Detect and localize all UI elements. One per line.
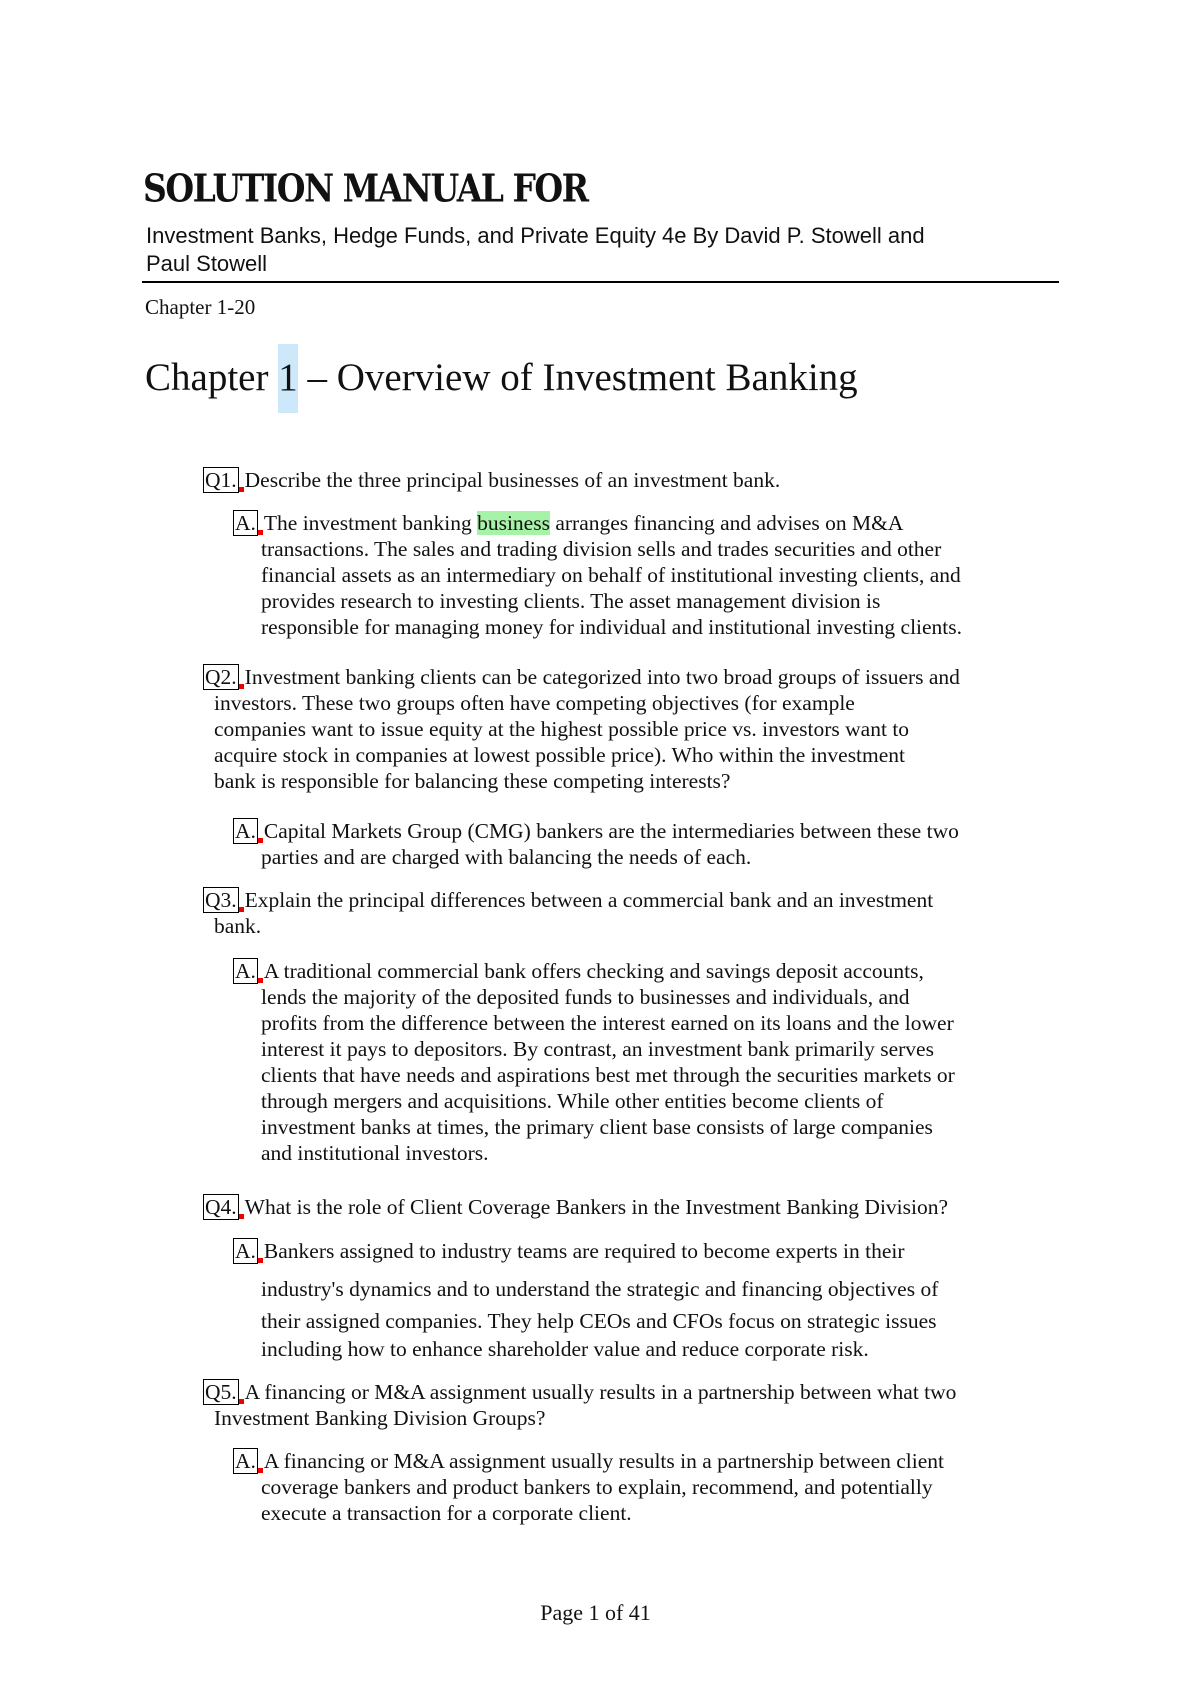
- text-line: A traditional commercial bank offers checking and savings deposit accounts,: [263, 959, 924, 983]
- answer-label: A.: [235, 1239, 256, 1263]
- subtitle-line: Paul Stowell: [146, 251, 268, 276]
- text-line: Investment banking clients can be categorized into two broad groups of issuers and: [244, 665, 960, 689]
- document-title: SOLUTION MANUAL FOR: [143, 166, 588, 211]
- answer-label: A.: [235, 1449, 256, 1473]
- text-line: investment banks at times, the primary client base consists of large companies: [261, 1115, 933, 1139]
- text-line: bank.: [214, 914, 262, 938]
- text-line: Investment Banking Division Groups?: [214, 1406, 546, 1430]
- question: [203, 1378, 956, 1406]
- answer: [233, 1237, 905, 1265]
- question-label: Q3.: [205, 888, 237, 912]
- text-segment: arranges financing and advises on M&A: [549, 511, 904, 535]
- answer-label: A.: [235, 819, 256, 843]
- header-divider: [142, 281, 1059, 283]
- text-line: Capital Markets Group (CMG) bankers are the intermediaries between these two: [263, 819, 959, 843]
- text-line: responsible for managing money for individual and institutional investing clients.: [261, 615, 963, 639]
- text-line: financial assets as an intermediary on behalf of institutional investing clients, and: [261, 563, 961, 587]
- text-line: their assigned companies. They help CEOs and CFOs focus on strategic issues: [261, 1309, 937, 1333]
- answer: [233, 509, 903, 537]
- answer: [233, 817, 959, 845]
- chapter-range: Chapter 1-20: [145, 295, 256, 319]
- question: [203, 886, 933, 914]
- text-line: parties and are charged with balancing the needs of each.: [261, 845, 752, 869]
- answer-label: A.: [235, 511, 256, 535]
- text-line: including how to enhance shareholder value and reduce corporate risk.: [261, 1337, 869, 1361]
- text-line: Describe the three principal businesses of an investment bank.: [244, 468, 781, 492]
- text-line: provides research to investing clients. The asset management division is: [261, 589, 881, 613]
- text-line: Explain the principal differences between a commercial bank and an investment: [244, 888, 934, 912]
- highlighted-word: business: [477, 511, 550, 535]
- chapter-heading: [145, 355, 858, 400]
- text-line: What is the role of Client Coverage Bankers in the Investment Banking Division?: [244, 1195, 949, 1219]
- text-line: A financing or M&A assignment usually results in a partnership between what two: [244, 1380, 957, 1404]
- question: [203, 663, 960, 691]
- text-line: investors. These two groups often have competing objectives (for example: [214, 691, 855, 715]
- text-line: transactions. The sales and trading division sells and trades securities and other: [261, 537, 942, 561]
- question: [203, 466, 780, 494]
- text-line: clients that have needs and aspirations best met through the securities markets or: [261, 1063, 955, 1087]
- text-line: bank is responsible for balancing these competing interests?: [214, 769, 731, 793]
- text-line: Bankers assigned to industry teams are required to become experts in their: [263, 1239, 905, 1263]
- text-line: coverage bankers and product bankers to explain, recommend, and potentially: [261, 1475, 933, 1499]
- text-segment: The investment banking: [263, 511, 478, 535]
- comment-marker-icon[interactable]: [239, 487, 244, 492]
- text-line: and institutional investors.: [261, 1141, 489, 1165]
- page-number: Page 1 of 41: [540, 1600, 651, 1625]
- text-line: A financing or M&A assignment usually results in a partnership between client: [263, 1449, 945, 1473]
- answer: [233, 957, 924, 985]
- text-line: profits from the difference between the interest earned on its loans and the lower: [261, 1011, 954, 1035]
- question-label: Q2.: [205, 665, 237, 689]
- subtitle-line: Investment Banks, Hedge Funds, and Private Equity 4e By David P. Stowell and: [146, 223, 925, 248]
- text-line: acquire stock in companies at lowest possible price). Who within the investment: [214, 743, 906, 767]
- answer: [233, 1447, 944, 1475]
- text-line: companies want to issue equity at the highest possible price vs. investors want to: [214, 717, 910, 741]
- chapter-heading-post: – Overview of Investment Banking: [297, 356, 858, 399]
- text-line: through mergers and acquisitions. While other entities become clients of: [261, 1089, 884, 1113]
- question-label: Q5.: [205, 1380, 237, 1404]
- answer-label: A.: [235, 959, 256, 983]
- text-line: lends the majority of the deposited funds to businesses and individuals, and: [261, 985, 910, 1009]
- text-line: execute a transaction for a corporate client.: [261, 1501, 632, 1525]
- comment-marker-icon[interactable]: [239, 1214, 244, 1219]
- comment-marker-icon[interactable]: [258, 1258, 263, 1263]
- highlighted-chapter-number: 1: [278, 344, 298, 413]
- text-line: industry's dynamics and to understand the strategic and financing objectives of: [261, 1277, 939, 1301]
- question: [203, 1193, 948, 1221]
- question-label: Q1.: [205, 468, 237, 492]
- chapter-heading-pre: Chapter: [145, 356, 279, 399]
- text-line: interest it pays to depositors. By contrast, an investment bank primarily serves: [261, 1037, 934, 1061]
- question-label: Q4.: [205, 1195, 237, 1219]
